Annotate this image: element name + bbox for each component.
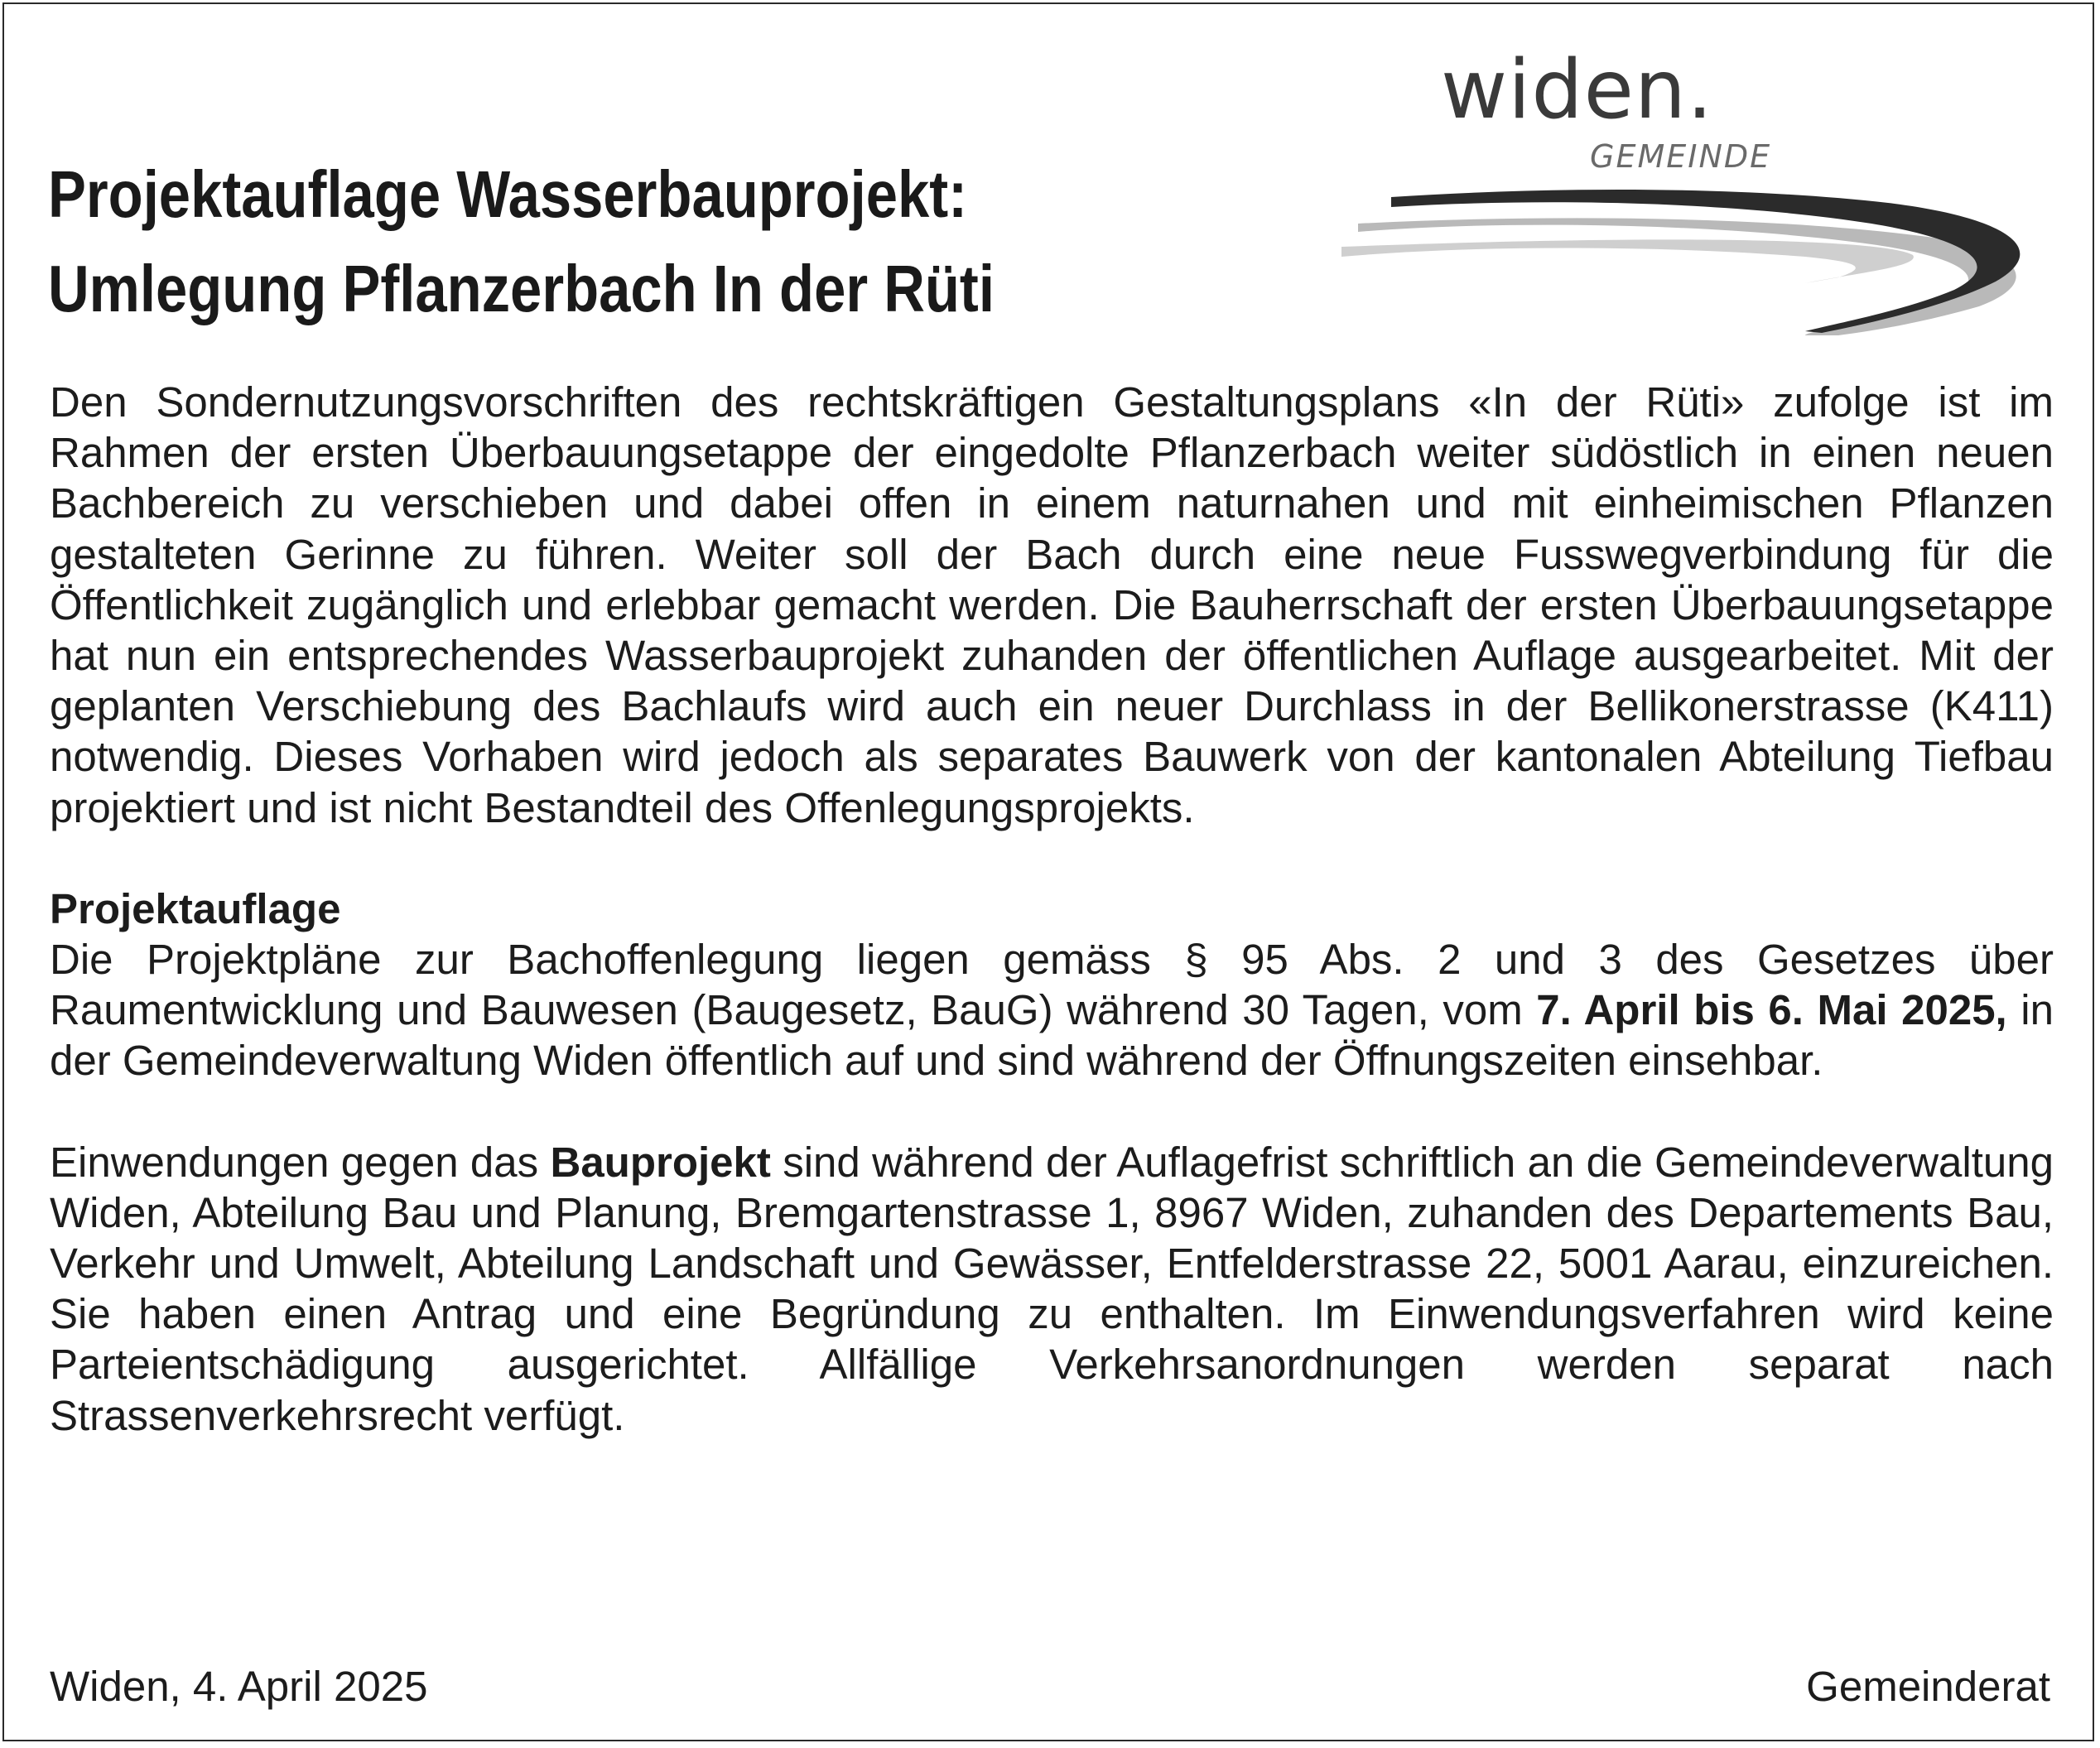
logo-wordmark: widen. [1441, 43, 1714, 137]
projektauflage-paragraph [50, 884, 2054, 1086]
intro-paragraph: Den Sondernutzungsvorschriften des rechtskräftigen Gestaltungsplans «In der Rüti» zufolge ist im Rahmen der ersten Überbauungsetappe der eingedolte Pflanzerbach weiter südöstlich in einen neuen Bachbereich zu verschieben und dabei offen in einem naturnahen und mit einheimischen Pflanzen gestalteten Gerinne zu führen. Weiter soll der Bach durch eine neue Fusswegverbindung für die Öffentlichkeit zugänglich und erlebbar gemacht werden. Die Bauherrschaft der ersten Überbauungsetappe hat nun ein entsprechendes Wasserbauprojekt zuhanden der öffentlichen Auflage ausgearbeitet. Mit der geplanten Verschiebung des Bachlaufs wird auch ein neuer Durchlass in der Bellikonerstrasse (K411) notwendig. Dieses Vorhaben wird jedoch als separates Bauwerk von der kantonalen Abteilung Tiefbau projektiert und ist nicht Bestandteil des Offenlegungsprojekts. [50, 378, 2054, 831]
notice-title [48, 147, 995, 336]
title-line-1: Projektauflage Wasserbauprojekt: [48, 157, 968, 231]
einwendungen-bold: Bauprojekt [550, 1138, 771, 1186]
einwendungen-text-after: sind während der Auflagefrist schriftlich an die Gemeindeverwaltung Widen, Abteilung Bau und Planung, Bremgartenstrasse 1, 8967 Widen, zuhanden des Departements Bau, Verkehr und Umwelt, Abteilung Landschaft und Gewässer, Entfelderstrasse 22, 5001 Aarau, einzureichen. Sie haben einen Antrag und eine Begründung zu enthalten. Im Einwendungsverfahren wird keine Parteientschädigung ausgerichtet. Allfällige Verkehrsanordnungen werden separat nach Strassenverkehrsrecht verfügt. [50, 1138, 2054, 1439]
einwendungen-text-before: Einwendungen gegen das [50, 1138, 551, 1186]
municipality-logo [1341, 43, 2062, 348]
title-line-2: Umlegung Pflanzerbach In der Rüti [48, 252, 995, 325]
logo-river-graphic [1341, 166, 2037, 348]
projektauflage-heading: Projektauflage [50, 884, 341, 932]
logo-subtitle: GEMEINDE [1590, 138, 1772, 175]
einwendungen-paragraph [50, 1137, 2054, 1441]
notice-footer [50, 1661, 2050, 1712]
projektauflage-text-before: Die Projektpläne zur Bachoffenlegung liegen gemäss § 95 Abs. 2 und 3 des Gesetzes über Raumentwicklung und Bauwesen (Baugesetz, BauG) während 30 Tagen, vom [50, 936, 2054, 1034]
place-date: Widen, 4. April 2025 [50, 1663, 428, 1710]
projektauflage-dates: 7. April bis 6. Mai 2025, [1536, 986, 2007, 1034]
projektauflage-text-after: in der Gemeindeverwaltung Widen öffentlich auf und sind während der Öffnungszeiten einsehbar. [50, 986, 2054, 1085]
signature: Gemeinderat [1806, 1663, 2050, 1710]
notice-body [50, 377, 2054, 1441]
